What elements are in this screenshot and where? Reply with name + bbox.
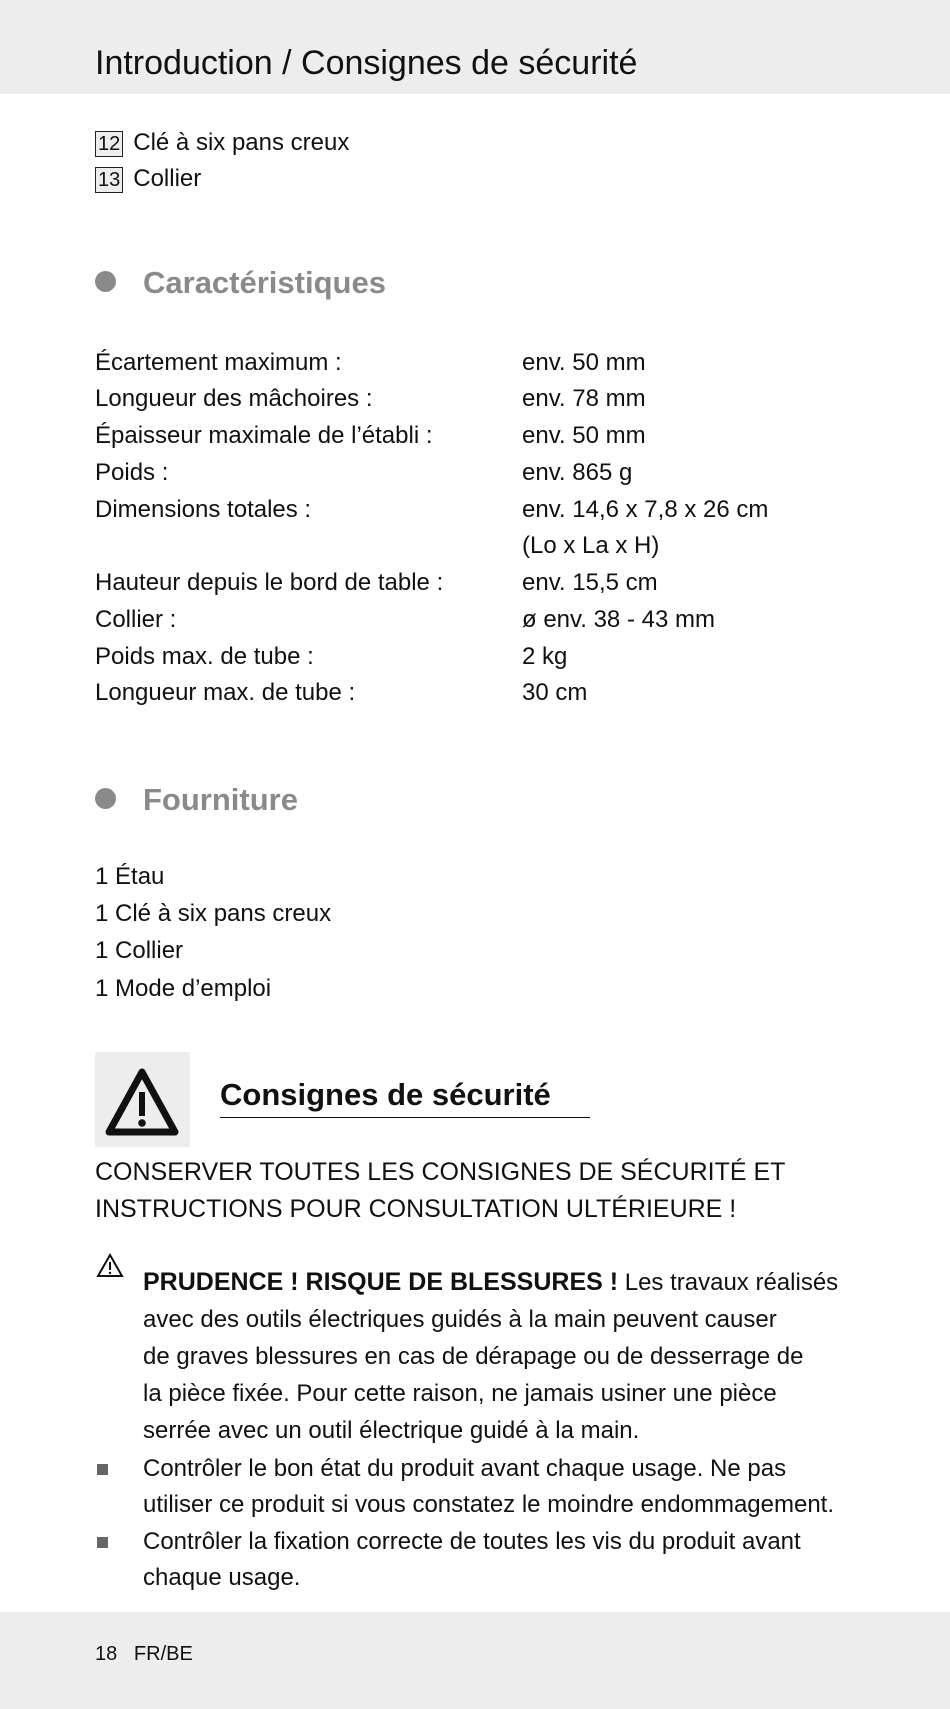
supply-item: 1 Collier (95, 937, 184, 964)
spec-label: Hauteur depuis le bord de table : (95, 569, 444, 596)
bullet-line: Contrôler la fixation correcte de toutes les vis du produit avant (143, 1528, 801, 1555)
heading-text: Fourniture (143, 782, 298, 817)
warning-line (143, 1264, 838, 1301)
part-number: 13 (95, 167, 123, 193)
part-label: Clé à six pans creux (133, 129, 350, 156)
spec-label: Écartement maximum : (95, 349, 342, 376)
spec-label: Longueur des mâchoires : (95, 385, 373, 412)
caps-notice-line: CONSERVER TOUTES LES CONSIGNES DE SÉCURITÉ ET (95, 1158, 786, 1186)
spec-value: env. 78 mm (522, 385, 646, 412)
spec-value: env. 50 mm (522, 422, 646, 449)
spec-value: ø env. 38 - 43 mm (522, 606, 715, 633)
spec-value: 2 kg (522, 643, 568, 670)
spec-value: env. 15,5 cm (522, 569, 658, 596)
bullet-line: utiliser ce produit si vous constatez le moindre endommagement. (143, 1491, 835, 1518)
spec-label: Dimensions totales : (95, 496, 312, 523)
warning-line: avec des outils électriques guidés à la main peuvent causer (143, 1306, 777, 1333)
spec-value: (Lo x La x H) (522, 532, 660, 559)
warning-line: serrée avec un outil électrique guidé à la main. (143, 1417, 640, 1444)
caps-notice-line: INSTRUCTIONS POUR CONSULTATION ULTÉRIEURE ! (95, 1195, 737, 1223)
spec-value: env. 14,6 x 7,8 x 26 cm (522, 496, 769, 523)
safety-heading: Consignes de sécurité (220, 1077, 590, 1118)
page-title: Introduction / Consignes de sécurité (95, 44, 638, 82)
spec-label: Longueur max. de tube : (95, 679, 356, 706)
spec-value: 30 cm (522, 679, 588, 706)
part-label: Collier (133, 165, 202, 192)
part-item (95, 124, 349, 161)
supply-item: 1 Mode d’emploi (95, 975, 272, 1002)
warning-line: la pièce fixée. Pour cette raison, ne jamais usiner une pièce (143, 1380, 777, 1407)
warning-label: PRUDENCE ! RISQUE DE BLESSURES ! (143, 1268, 619, 1296)
locale-label: FR/BE (133, 1643, 193, 1665)
spec-label: Collier : (95, 606, 177, 633)
heading-text: Caractéristiques (143, 265, 386, 300)
spec-value: env. 865 g (522, 459, 633, 486)
supply-heading (95, 782, 298, 818)
square-bullet-icon (97, 1537, 108, 1548)
caution-triangle-icon (95, 1252, 125, 1280)
bullet-dot-icon (95, 271, 116, 292)
page-number: 18 (95, 1643, 118, 1665)
spec-label: Épaisseur maximale de l’établi : (95, 422, 433, 449)
part-number: 12 (95, 131, 123, 157)
warning-icon-box (95, 1052, 190, 1147)
page-footer (95, 1636, 193, 1673)
part-item (95, 160, 201, 197)
bullet-line: Contrôler le bon état du produit avant chaque usage. Ne pas (143, 1455, 787, 1482)
supply-item: 1 Clé à six pans creux (95, 900, 332, 927)
supply-item: 1 Étau (95, 863, 165, 890)
spec-value: env. 50 mm (522, 349, 646, 376)
spec-label: Poids max. de tube : (95, 643, 314, 670)
warning-text: Les travaux réalisés (624, 1269, 839, 1296)
characteristics-heading (95, 265, 386, 301)
bullet-line: chaque usage. (143, 1564, 301, 1591)
bullet-dot-icon (95, 788, 116, 809)
warning-line: de graves blessures en cas de dérapage ou de desserrage de (143, 1343, 804, 1370)
warning-triangle-icon (95, 1052, 190, 1147)
square-bullet-icon (97, 1464, 108, 1475)
spec-label: Poids : (95, 459, 169, 486)
